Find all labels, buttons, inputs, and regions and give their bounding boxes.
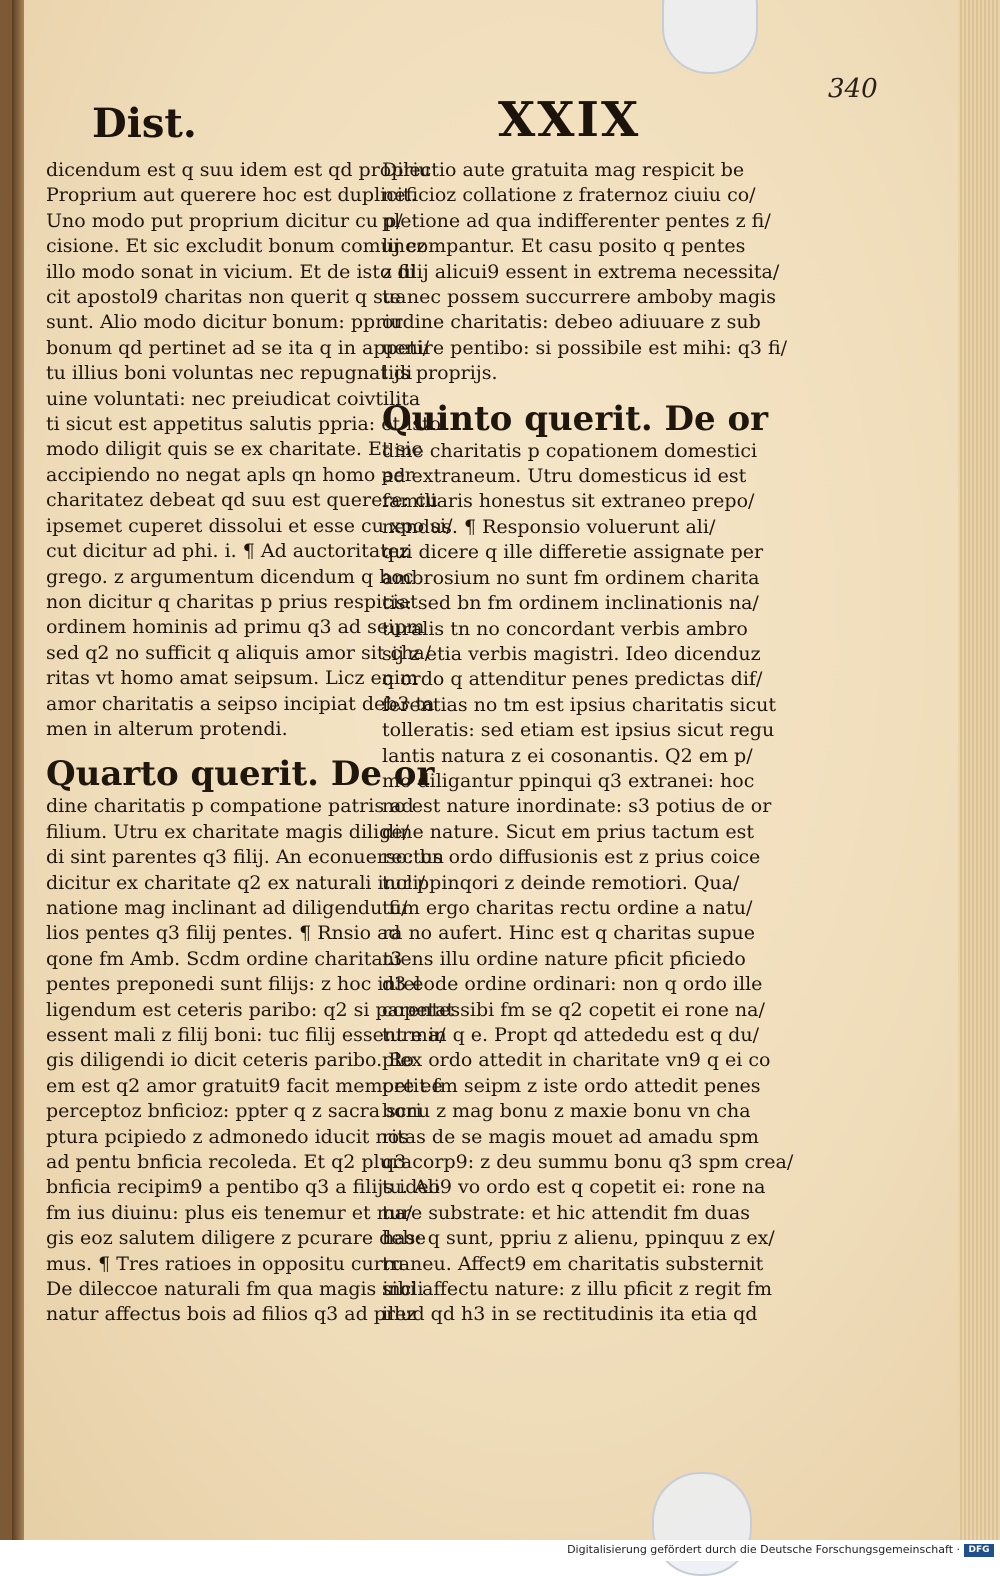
text-line: uenire pentibo: si possibile est mihi: q3 fi/: [382, 336, 788, 359]
question-heading-quarto: Quarto querit. De or: [46, 754, 435, 795]
text-line: essent mali z filij boni: tuc filij essent ma/: [46, 1024, 446, 1046]
text-line: illo modo sonat in vicium. Et de isto di: [46, 260, 416, 283]
text-line: plex ordo attedit in charitate vn9 q ei co: [382, 1049, 771, 1072]
text-line: amor charitatis a seipso incipiat deb3 ta: [46, 692, 435, 715]
text-line: ad pentu bnficia recoleda. Et q2 plura: [46, 1151, 413, 1174]
right-column-question-text: [382, 439, 794, 1328]
text-line: cisione. Et sic excludit bonum comunez: [46, 235, 427, 258]
text-line: tolleratis: sed etiam est ipsius sicut regu: [382, 719, 775, 742]
text-line: illud qd h3 in se rectitudinis ita etia qd: [382, 1303, 758, 1326]
text-line: tur ppinqori z deinde remotiori. Qua/: [382, 871, 740, 894]
text-line: natur affectus bois ad filios q3 ad prez: [46, 1303, 417, 1326]
text-line: bonu z mag bonu z maxie bonu vn cha: [382, 1100, 751, 1123]
text-line: te nec possem succurrere amboby magis: [382, 286, 776, 309]
text-line: bonum qd pertinet ad se ita q in appeti/: [46, 336, 430, 359]
text-line: em est q2 amor gratuit9 facit memore ee: [46, 1074, 443, 1097]
text-line: pentes preponedi sunt filijs: z hoc intel: [46, 973, 421, 996]
text-line: ritas vt homo amat seipsum. Licz enim: [46, 667, 419, 690]
text-line: filium. Utru ex charitate magis dilige/: [46, 820, 409, 843]
text-line: Uno modo put proprium dicitur cu p/: [46, 209, 403, 232]
text-line: nendus. ¶ Responsio voluerunt ali/: [382, 515, 716, 538]
right-column: [382, 158, 794, 1328]
text-line: lios pentes q3 filij pentes. ¶ Rnsio ad: [46, 922, 401, 945]
text-line: dine nature. Sicut em prius tactum est: [382, 820, 755, 843]
text-line: ritas de se magis mouet ad amadu spm: [382, 1125, 759, 1148]
text-line: d3 eode ordine ordinari: non q ordo ille: [382, 973, 763, 996]
text-line: pletione ad qua indifferenter pentes z fi/: [382, 209, 771, 232]
text-line: ordine charitatis: debeo adiuuare z sub: [382, 311, 761, 334]
text-line: perceptoz bnficioz: ppter q z sacra scri: [46, 1100, 422, 1123]
text-line: accipiendo no negat apls qn homo per: [46, 463, 414, 486]
text-line: ti sicut est appetitus salutis ppria: et isto: [46, 413, 442, 436]
text-line: grego. z argumentum dicendum q hoc: [46, 565, 414, 588]
text-line: lantis natura z ei cosonantis. Q2 em p/: [382, 744, 753, 767]
text-line: rectus ordo diffusionis est z prius coice: [382, 846, 761, 869]
text-line: dine charitatis p compatione patris ad: [46, 795, 414, 818]
text-line: ipsemet cuperet dissolui et esse cu xpo si/: [46, 514, 453, 537]
text-line: mus. ¶ Tres ratioes in oppositu curru: [46, 1252, 405, 1275]
text-line: z filij alicui9 essent in extrema necessita/: [382, 260, 780, 283]
question-heading-quinto: Quinto querit. De or: [382, 398, 769, 439]
text-line: cut dicitur ad phi. i. ¶ Ad auctoritatez: [46, 540, 410, 563]
text-line: qui dicere q ille differetie assignate per: [382, 541, 764, 564]
text-line: q3 corp9: z deu summu bonu q3 spm crea/: [382, 1151, 794, 1174]
text-line: uine voluntati: nec preiudicat coivtilita: [46, 387, 421, 410]
text-line: tu illius boni voluntas nec repugnat di: [46, 362, 413, 385]
text-line: mo diligantur ppinqui q3 extranei: hoc: [382, 769, 755, 792]
text-line: charitatez debeat qd suu est querere: cu: [46, 489, 438, 512]
text-line: sunt. Alio modo dicitur bonum: ppriu: [46, 311, 403, 334]
text-line: sij z etia verbis magistri. Ideo dicenduz: [382, 642, 761, 665]
text-line: has: q sunt, ppriu z alienu, ppinquu z ex/: [382, 1227, 775, 1250]
page-fore-edge: [958, 0, 1000, 1540]
footer-credit: Digitalisierung gefördert durch die Deutsche Forschungsgemeinschaft ·: [567, 1543, 960, 1556]
text-line: dicendum est q suu idem est qd propriu: [46, 159, 431, 181]
text-line: q ordo q attenditur penes predictas dif/: [382, 668, 763, 691]
text-line: De dileccoe naturali fm qua magis incli: [46, 1278, 424, 1301]
text-line: sibi affectu nature: z illu pficit z regit fm: [382, 1278, 773, 1301]
text-line: dine charitatis p copationem domestici: [382, 439, 758, 462]
text-line: bnficia recipim9 a pentibo q3 a filijs ideo: [46, 1176, 441, 1199]
folio-number: 340: [828, 74, 878, 104]
text-line: ad extraneum. Utru domesticus id est: [382, 465, 747, 488]
text-line: ordinem hominis ad primu q3 ad seipm: [46, 616, 425, 639]
running-head-center: XXIX: [498, 92, 641, 148]
right-column-text: [382, 158, 788, 387]
text-line: ambrosium no sunt fm ordinem charita: [382, 566, 760, 589]
text-line: ra no aufert. Hinc est q charitas supue: [382, 922, 755, 945]
text-line: di sint parentes q3 filij. An econuerso: bn: [46, 846, 444, 869]
text-line: lij compantur. Et casu posito q pentes: [382, 235, 746, 258]
text-line: copetat sibi fm se q2 copetit ei rone na/: [382, 998, 765, 1021]
text-line: qone fm Amb. Scdm ordine charitat3: [46, 947, 403, 970]
text-line: ptura pcipiedo z admonedo iducit nos: [46, 1125, 409, 1148]
text-line: sed q2 no sufficit q aliquis amor sit cha/: [46, 641, 432, 664]
footer-bar: [0, 1540, 1000, 1561]
text-line: ture in q e. Propt qd attededu est q du/: [382, 1024, 759, 1046]
text-line: dicitur ex charitate q2 ex naturali incli/: [46, 871, 426, 894]
text-line: tum ergo charitas rectu ordine a natu/: [382, 896, 753, 919]
text-line: Dilectio aute gratuita mag respicit be: [382, 159, 745, 181]
text-line: modo diligit quis se ex charitate. Et sic: [46, 438, 423, 461]
text-line: tis: sed bn fm ordinem inclinationis na/: [382, 592, 759, 615]
text-line: ferentias no tm est ipsius charitatis sicut: [382, 693, 777, 716]
text-line: cit apostol9 charitas non querit q sua: [46, 286, 407, 309]
text-line: non dicitur q charitas p prius respiciat: [46, 590, 418, 613]
text-line: no est nature inordinate: s3 potius de or: [382, 795, 772, 818]
left-column-question-text: [46, 794, 461, 1328]
text-line: turalis tn no concordant verbis ambro: [382, 617, 748, 640]
text-line: natione mag inclinant ad diligendu fi/: [46, 896, 408, 919]
text-line: fm ius diuinu: plus eis tenemur et ma/: [46, 1201, 413, 1224]
text-line: gis eoz salutem diligere z pcurare debe: [46, 1227, 426, 1250]
text-line: neficioz collatione z fraternoz ciuiu co/: [382, 184, 756, 207]
text-line: Proprium aut querere hoc est duplicit.: [46, 184, 417, 207]
text-line: lijs proprijs.: [382, 362, 498, 385]
text-line: ture substrate: et hic attendit fm duas: [382, 1201, 750, 1224]
running-head-left: Dist.: [92, 100, 197, 147]
text-line: gis diligendi io dicit ceteris paribo. Ro: [46, 1049, 414, 1072]
dfg-logo: DFG: [964, 1544, 994, 1557]
text-line: petit fm seipm z iste ordo attedit penes: [382, 1074, 761, 1097]
text-line: traneu. Affect9 em charitatis substernit: [382, 1252, 764, 1275]
text-line: ligendum est ceteris paribo: q2 si parentes: [46, 998, 461, 1021]
text-line: niens illu ordine nature pficit pficiedo: [382, 947, 746, 970]
text-line: tu. Ali9 vo ordo est q copetit ei: rone na: [382, 1176, 766, 1199]
text-line: familiaris honestus sit extraneo prepo/: [382, 490, 755, 513]
page-gutter: [12, 0, 24, 1540]
text-line: men in alterum protendi.: [46, 717, 288, 740]
